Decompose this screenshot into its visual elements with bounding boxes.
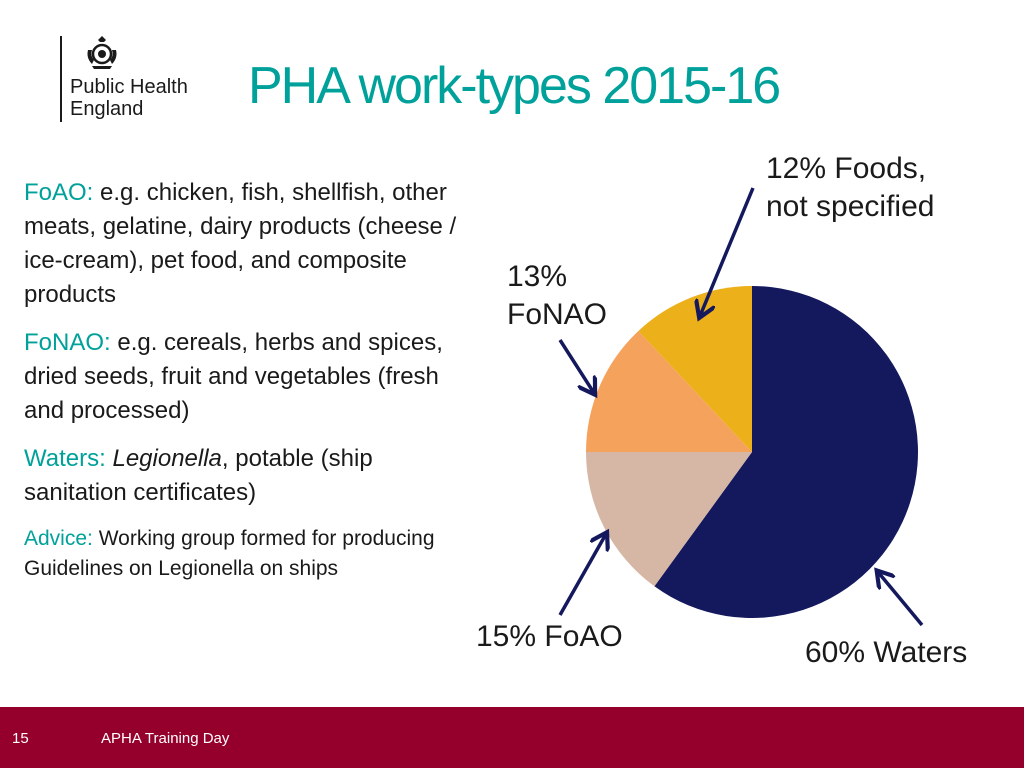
page-number: 15 <box>12 730 29 747</box>
waters-text: , potable (ship sanitation certificates) <box>24 445 373 506</box>
slice-label-foods-unspecified: 12% Foods, not specified <box>766 152 935 223</box>
waters-term: Waters: <box>24 445 106 472</box>
slice-label-waters: 60% Waters <box>805 636 968 669</box>
arrow-foao <box>560 534 606 615</box>
foao-term: FoAO: <box>24 179 94 206</box>
org-name: Public Health England <box>70 76 188 120</box>
foao-text: e.g. chicken, fish, shellfish, other meats, gelatine, dairy products (cheese / ice-cream), pet food, and composite products <box>24 179 457 308</box>
fonao-term: FoNAO: <box>24 329 111 356</box>
arrow-fonao <box>560 340 594 393</box>
arrow-waters <box>878 572 922 625</box>
slice-label-fonao: 13% FoNAO <box>507 260 608 331</box>
waters-italic: Legionella <box>112 445 222 472</box>
footer-bar <box>0 707 1024 768</box>
footer-event: APHA Training Day <box>101 730 230 747</box>
slice-label-foao: 15% FoAO <box>476 620 623 653</box>
fonao-text: e.g. cereals, herbs and spices, dried seeds, fruit and vegetables (fresh and processed) <box>24 329 443 424</box>
page-title: PHA work-types 2015-16 <box>248 57 780 115</box>
advice-text: Working group formed for producing Guidelines on Legionella on ships <box>24 527 435 580</box>
advice-term: Advice: <box>24 527 93 550</box>
